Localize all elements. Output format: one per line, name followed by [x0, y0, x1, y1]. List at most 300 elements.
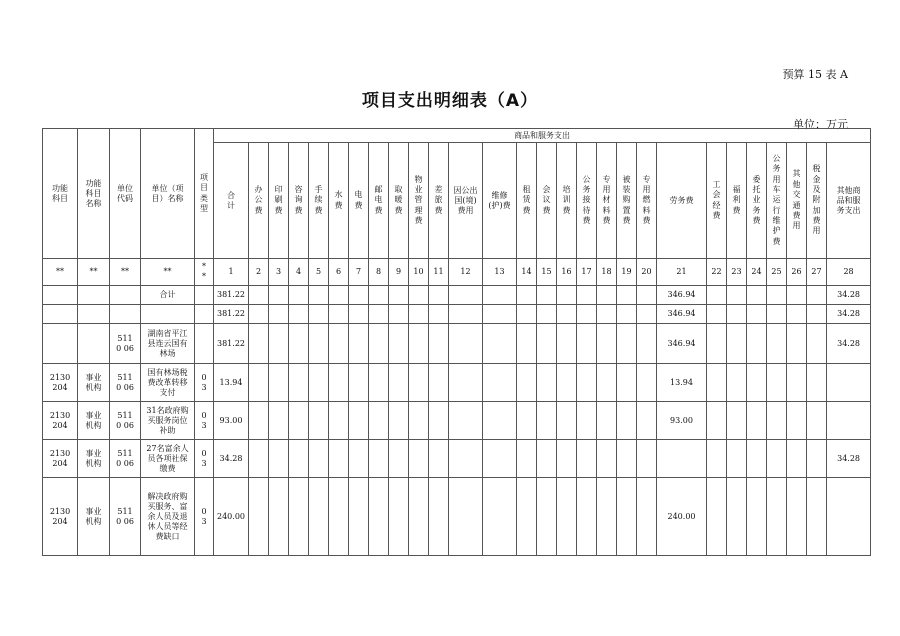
- index-cell: 10: [409, 259, 429, 286]
- table-row: [43, 286, 871, 305]
- cell-labor: 13.94: [657, 364, 707, 402]
- empty-cell: [707, 324, 727, 364]
- empty-cell: [289, 324, 309, 364]
- index-cell: 25: [767, 259, 787, 286]
- empty-cell: [429, 286, 449, 305]
- empty-cell: [409, 402, 429, 440]
- table-row: [43, 364, 871, 402]
- empty-cell: [429, 478, 449, 556]
- empty-cell: [577, 440, 597, 478]
- empty-cell: [557, 402, 577, 440]
- empty-cell: [597, 440, 617, 478]
- empty-cell: [269, 440, 289, 478]
- index-cell: 23: [727, 259, 747, 286]
- empty-cell: [517, 364, 537, 402]
- cell-name: 国有林场税费改革转移支付: [141, 364, 195, 402]
- empty-cell: [517, 305, 537, 324]
- empty-cell: [787, 402, 807, 440]
- empty-cell: [577, 324, 597, 364]
- cell-fname: [78, 305, 110, 324]
- empty-cell: [449, 286, 483, 305]
- cell-type: 0 3: [195, 440, 214, 478]
- column-header: 税金及附加费用: [807, 143, 827, 259]
- empty-cell: [349, 324, 369, 364]
- column-header: 印刷费: [269, 143, 289, 259]
- column-header: 工会经费: [707, 143, 727, 259]
- empty-cell: [727, 305, 747, 324]
- cell-other: [827, 402, 871, 440]
- empty-cell: [329, 478, 349, 556]
- index-cell: 7: [349, 259, 369, 286]
- empty-cell: [617, 305, 637, 324]
- empty-cell: [449, 364, 483, 402]
- empty-cell: [429, 402, 449, 440]
- empty-cell: [483, 440, 517, 478]
- empty-cell: [767, 402, 787, 440]
- empty-cell: [747, 440, 767, 478]
- index-cell: 13: [483, 259, 517, 286]
- cell-func: 2130 204: [43, 364, 78, 402]
- empty-cell: [727, 440, 747, 478]
- empty-cell: [807, 305, 827, 324]
- empty-cell: [429, 440, 449, 478]
- index-cell: **: [110, 259, 141, 286]
- index-cell: 18: [597, 259, 617, 286]
- index-cell: **: [43, 259, 78, 286]
- column-header: 其他商品和服务支出: [827, 143, 871, 259]
- index-cell: 4: [289, 259, 309, 286]
- empty-cell: [577, 305, 597, 324]
- empty-cell: [727, 478, 747, 556]
- empty-cell: [349, 286, 369, 305]
- index-cell: 11: [429, 259, 449, 286]
- index-cell: 19: [617, 259, 637, 286]
- cell-name: 解决政府购买服务、富余人员及退休人员等经费缺口: [141, 478, 195, 556]
- empty-cell: [369, 286, 389, 305]
- column-header: 水费: [329, 143, 349, 259]
- table-row: [43, 402, 871, 440]
- empty-cell: [429, 305, 449, 324]
- empty-cell: [707, 364, 727, 402]
- index-cell: 6: [329, 259, 349, 286]
- cell-total: 240.00: [214, 478, 249, 556]
- empty-cell: [329, 286, 349, 305]
- empty-cell: [537, 478, 557, 556]
- cell-total: 93.00: [214, 402, 249, 440]
- column-header: 维修(护)费: [483, 143, 517, 259]
- empty-cell: [409, 324, 429, 364]
- empty-cell: [429, 364, 449, 402]
- empty-cell: [269, 364, 289, 402]
- empty-cell: [807, 324, 827, 364]
- empty-cell: [707, 305, 727, 324]
- cell-labor: 240.00: [657, 478, 707, 556]
- empty-cell: [807, 286, 827, 305]
- empty-cell: [767, 286, 787, 305]
- empty-cell: [369, 305, 389, 324]
- empty-cell: [349, 364, 369, 402]
- empty-cell: [329, 324, 349, 364]
- column-header: 福利费: [727, 143, 747, 259]
- cell-type: 0 3: [195, 478, 214, 556]
- empty-cell: [577, 364, 597, 402]
- cell-func: [43, 324, 78, 364]
- empty-cell: [483, 305, 517, 324]
- table-row: [43, 440, 871, 478]
- empty-cell: [577, 402, 597, 440]
- empty-cell: [727, 364, 747, 402]
- index-cell: 9: [389, 259, 409, 286]
- empty-cell: [389, 324, 409, 364]
- cell-other: [827, 478, 871, 556]
- empty-cell: [309, 324, 329, 364]
- index-cell: 2: [249, 259, 269, 286]
- cell-fname: [78, 324, 110, 364]
- cell-other: 34.28: [827, 440, 871, 478]
- empty-cell: [289, 305, 309, 324]
- cell-type: 0 3: [195, 402, 214, 440]
- empty-cell: [617, 324, 637, 364]
- empty-cell: [517, 478, 537, 556]
- empty-cell: [349, 305, 369, 324]
- header-goods-services: 商品和服务支出: [214, 129, 871, 143]
- empty-cell: [637, 286, 657, 305]
- empty-cell: [597, 478, 617, 556]
- empty-cell: [787, 440, 807, 478]
- empty-cell: [449, 402, 483, 440]
- empty-cell: [329, 364, 349, 402]
- cell-name: 27名富余人员各项社保缴费: [141, 440, 195, 478]
- empty-cell: [747, 402, 767, 440]
- empty-cell: [369, 324, 389, 364]
- cell-labor: 346.94: [657, 286, 707, 305]
- empty-cell: [249, 286, 269, 305]
- empty-cell: [369, 440, 389, 478]
- empty-cell: [249, 478, 269, 556]
- empty-cell: [389, 440, 409, 478]
- column-header: 邮电费: [369, 143, 389, 259]
- empty-cell: [537, 305, 557, 324]
- empty-cell: [409, 478, 429, 556]
- empty-cell: [349, 478, 369, 556]
- empty-cell: [429, 324, 449, 364]
- header-unit-name: 单位（项目）名称: [141, 129, 195, 259]
- empty-cell: [617, 364, 637, 402]
- cell-other: 34.28: [827, 324, 871, 364]
- empty-cell: [389, 402, 409, 440]
- empty-cell: [329, 440, 349, 478]
- cell-type: [195, 305, 214, 324]
- cell-func: 2130 204: [43, 402, 78, 440]
- empty-cell: [787, 364, 807, 402]
- empty-cell: [617, 440, 637, 478]
- header-func-name: 功能科目名称: [78, 129, 110, 259]
- empty-cell: [597, 324, 617, 364]
- column-header: 委托业务费: [747, 143, 767, 259]
- empty-cell: [249, 440, 269, 478]
- empty-cell: [787, 478, 807, 556]
- empty-cell: [597, 305, 617, 324]
- empty-cell: [787, 324, 807, 364]
- column-header: 公务接待费: [577, 143, 597, 259]
- empty-cell: [269, 324, 289, 364]
- empty-cell: [409, 440, 429, 478]
- empty-cell: [557, 286, 577, 305]
- cell-total: 34.28: [214, 440, 249, 478]
- column-header: 专用材料费: [597, 143, 617, 259]
- index-cell: 26: [787, 259, 807, 286]
- cell-func: 2130 204: [43, 478, 78, 556]
- cell-other: 34.28: [827, 286, 871, 305]
- empty-cell: [637, 440, 657, 478]
- cell-code: [110, 286, 141, 305]
- empty-cell: [517, 440, 537, 478]
- empty-cell: [369, 402, 389, 440]
- empty-cell: [707, 402, 727, 440]
- index-cell: **: [78, 259, 110, 286]
- empty-cell: [389, 286, 409, 305]
- empty-cell: [309, 478, 329, 556]
- empty-cell: [807, 364, 827, 402]
- column-header: 办公费: [249, 143, 269, 259]
- cell-name: 31名政府购买服务岗位补助: [141, 402, 195, 440]
- cell-type: [195, 286, 214, 305]
- cell-fname: [78, 286, 110, 305]
- empty-cell: [707, 440, 727, 478]
- expense-table: [42, 128, 871, 556]
- empty-cell: [369, 478, 389, 556]
- cell-code: [110, 305, 141, 324]
- index-cell: 3: [269, 259, 289, 286]
- empty-cell: [483, 364, 517, 402]
- empty-cell: [747, 364, 767, 402]
- empty-cell: [289, 286, 309, 305]
- cell-other: 34.28: [827, 305, 871, 324]
- cell-other: [827, 364, 871, 402]
- empty-cell: [409, 364, 429, 402]
- column-header: 咨询费: [289, 143, 309, 259]
- index-cell: 20: [637, 259, 657, 286]
- empty-cell: [727, 286, 747, 305]
- column-header: 差旅费: [429, 143, 449, 259]
- empty-cell: [537, 402, 557, 440]
- empty-cell: [269, 286, 289, 305]
- cell-code: 5110 06: [110, 478, 141, 556]
- empty-cell: [249, 364, 269, 402]
- empty-cell: [637, 402, 657, 440]
- empty-cell: [269, 305, 289, 324]
- empty-cell: [597, 286, 617, 305]
- cell-func: [43, 286, 78, 305]
- cell-labor: 346.94: [657, 305, 707, 324]
- empty-cell: [389, 478, 409, 556]
- empty-cell: [637, 478, 657, 556]
- empty-cell: [557, 305, 577, 324]
- empty-cell: [409, 286, 429, 305]
- index-cell: 22: [707, 259, 727, 286]
- empty-cell: [289, 364, 309, 402]
- empty-cell: [517, 286, 537, 305]
- empty-cell: [309, 286, 329, 305]
- column-header: 培训费: [557, 143, 577, 259]
- empty-cell: [767, 478, 787, 556]
- empty-cell: [807, 478, 827, 556]
- empty-cell: [577, 286, 597, 305]
- empty-cell: [329, 305, 349, 324]
- empty-cell: [617, 478, 637, 556]
- index-cell: **: [141, 259, 195, 286]
- empty-cell: [747, 478, 767, 556]
- table-number: 预算 15 表 A: [782, 68, 848, 81]
- cell-type: [195, 324, 214, 364]
- empty-cell: [409, 305, 429, 324]
- index-cell: 27: [807, 259, 827, 286]
- empty-cell: [767, 324, 787, 364]
- index-cell: 8: [369, 259, 389, 286]
- empty-cell: [557, 324, 577, 364]
- empty-cell: [389, 364, 409, 402]
- column-header: 取暖费: [389, 143, 409, 259]
- index-cell: 17: [577, 259, 597, 286]
- empty-cell: [309, 440, 329, 478]
- empty-cell: [483, 478, 517, 556]
- cell-code: 5110 06: [110, 402, 141, 440]
- empty-cell: [537, 440, 557, 478]
- cell-fname: 事业机构: [78, 364, 110, 402]
- empty-cell: [707, 478, 727, 556]
- cell-code: 5110 06: [110, 324, 141, 364]
- empty-cell: [787, 305, 807, 324]
- empty-cell: [249, 402, 269, 440]
- empty-cell: [449, 324, 483, 364]
- empty-cell: [537, 364, 557, 402]
- empty-cell: [787, 286, 807, 305]
- cell-fname: 事业机构: [78, 440, 110, 478]
- empty-cell: [747, 286, 767, 305]
- cell-fname: 事业机构: [78, 478, 110, 556]
- index-cell: 5: [309, 259, 329, 286]
- empty-cell: [557, 440, 577, 478]
- unit-label: 单位：万元: [793, 118, 848, 131]
- empty-cell: [289, 440, 309, 478]
- empty-cell: [747, 324, 767, 364]
- column-header: 合计: [214, 143, 249, 259]
- empty-cell: [289, 402, 309, 440]
- cell-name: 湖南省平江县连云国有林场: [141, 324, 195, 364]
- empty-cell: [557, 478, 577, 556]
- header-project-type: 项目类型: [195, 129, 214, 259]
- header-unit-code: 单位代码: [110, 129, 141, 259]
- column-header: 电费: [349, 143, 369, 259]
- index-cell: 24: [747, 259, 767, 286]
- empty-cell: [369, 364, 389, 402]
- index-cell: 28: [827, 259, 871, 286]
- empty-cell: [557, 364, 577, 402]
- column-header: 租赁费: [517, 143, 537, 259]
- index-cell: 1: [214, 259, 249, 286]
- empty-cell: [807, 440, 827, 478]
- index-cell: 14: [517, 259, 537, 286]
- empty-cell: [309, 305, 329, 324]
- empty-cell: [249, 324, 269, 364]
- empty-cell: [483, 402, 517, 440]
- empty-cell: [767, 305, 787, 324]
- empty-cell: [517, 402, 537, 440]
- empty-cell: [597, 402, 617, 440]
- empty-cell: [637, 364, 657, 402]
- header-func-subject: 功能科目: [43, 129, 78, 259]
- empty-cell: [767, 364, 787, 402]
- empty-cell: [807, 402, 827, 440]
- empty-cell: [249, 305, 269, 324]
- empty-cell: [637, 305, 657, 324]
- cell-code: 5110 06: [110, 364, 141, 402]
- column-header: 劳务费: [657, 143, 707, 259]
- cell-func: [43, 305, 78, 324]
- empty-cell: [449, 440, 483, 478]
- empty-cell: [269, 478, 289, 556]
- cell-labor: [657, 440, 707, 478]
- cell-total: 381.22: [214, 324, 249, 364]
- table-row: [43, 478, 871, 556]
- index-cell: * *: [195, 259, 214, 286]
- index-cell: 21: [657, 259, 707, 286]
- cell-func: 2130 204: [43, 440, 78, 478]
- empty-cell: [349, 440, 369, 478]
- column-header: 其他交通费用: [787, 143, 807, 259]
- column-header: 被装购置费: [617, 143, 637, 259]
- empty-cell: [537, 286, 557, 305]
- table-row: [43, 305, 871, 324]
- index-cell: 15: [537, 259, 557, 286]
- page-title: 项目支出明细表（A）: [361, 91, 539, 111]
- cell-name: [141, 305, 195, 324]
- empty-cell: [767, 440, 787, 478]
- empty-cell: [537, 324, 557, 364]
- cell-labor: 93.00: [657, 402, 707, 440]
- empty-cell: [349, 402, 369, 440]
- empty-cell: [329, 402, 349, 440]
- empty-cell: [289, 478, 309, 556]
- column-header: 公务用车运行维护费: [767, 143, 787, 259]
- empty-cell: [389, 305, 409, 324]
- column-header: 物业管理费: [409, 143, 429, 259]
- column-header: 专用燃料费: [637, 143, 657, 259]
- empty-cell: [707, 286, 727, 305]
- cell-type: 0 3: [195, 364, 214, 402]
- empty-cell: [449, 478, 483, 556]
- cell-code: 5110 06: [110, 440, 141, 478]
- empty-cell: [483, 286, 517, 305]
- empty-cell: [449, 305, 483, 324]
- empty-cell: [483, 324, 517, 364]
- column-header: 因公出国(境)费用: [449, 143, 483, 259]
- empty-cell: [517, 324, 537, 364]
- column-header: 手续费: [309, 143, 329, 259]
- empty-cell: [617, 402, 637, 440]
- empty-cell: [637, 324, 657, 364]
- empty-cell: [597, 364, 617, 402]
- cell-total: 13.94: [214, 364, 249, 402]
- empty-cell: [727, 324, 747, 364]
- empty-cell: [309, 402, 329, 440]
- index-cell: 12: [449, 259, 483, 286]
- cell-total: 381.22: [214, 286, 249, 305]
- column-header: 会议费: [537, 143, 557, 259]
- cell-name: 合计: [141, 286, 195, 305]
- table-row: [43, 324, 871, 364]
- empty-cell: [309, 364, 329, 402]
